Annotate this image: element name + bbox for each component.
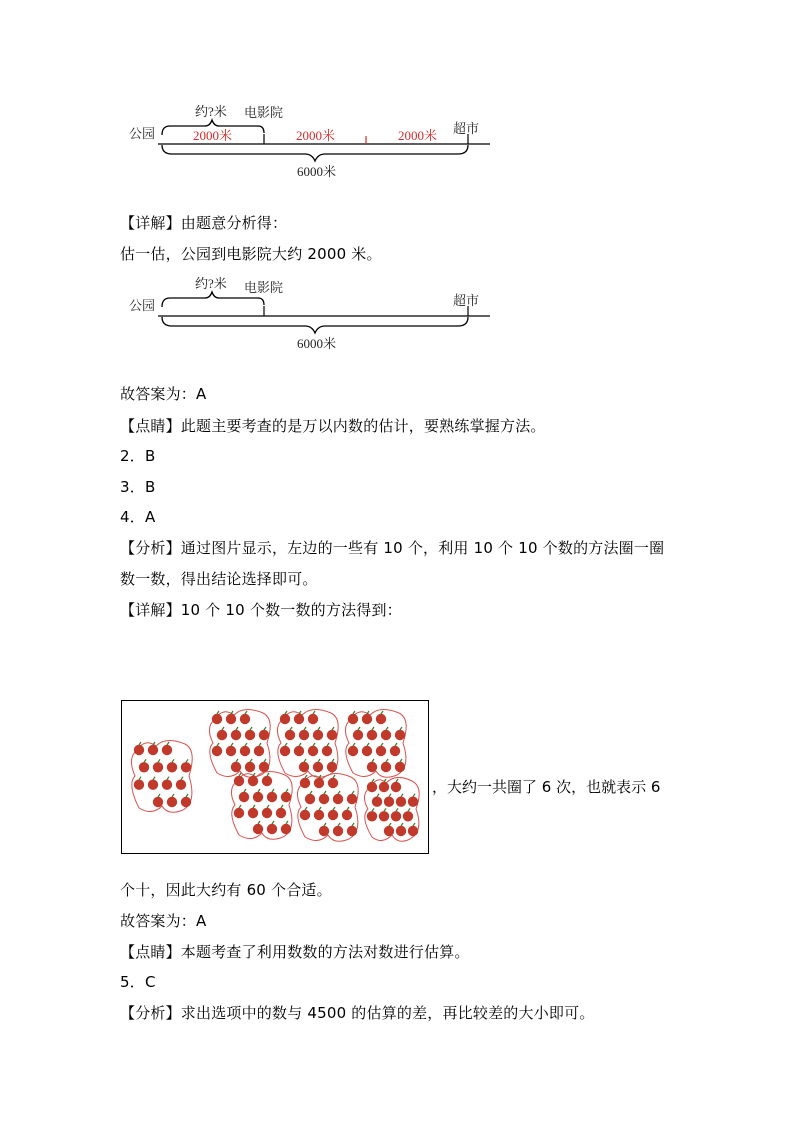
apple-stem <box>281 805 283 808</box>
apple-groups-illustration <box>122 701 428 853</box>
apple-icon <box>259 762 269 772</box>
apple-icon <box>248 776 258 786</box>
apple-icon <box>313 730 323 740</box>
apple-icon <box>239 792 249 802</box>
apple-icon <box>294 746 304 756</box>
text-line: 2．B <box>120 447 156 465</box>
text-line: 4．A <box>120 508 156 526</box>
apple-icon <box>308 746 318 756</box>
apple-icon <box>384 826 394 836</box>
apple-stem <box>338 823 340 826</box>
apple-icon <box>390 746 400 756</box>
apple-icon <box>395 762 405 772</box>
apple-icon <box>395 730 405 740</box>
apple-icon <box>280 714 290 724</box>
apple-icon <box>391 782 401 792</box>
apple-stem <box>239 773 241 776</box>
apple-icon <box>212 746 222 756</box>
apple-stem <box>304 727 306 730</box>
apple-icon <box>362 714 372 724</box>
apple-picture <box>121 700 429 854</box>
apple-stem <box>244 789 246 792</box>
apple-icon <box>367 811 377 821</box>
apple-icon <box>322 746 332 756</box>
apple-stem <box>333 775 335 778</box>
apple-stem <box>384 808 386 811</box>
apple-icon <box>262 776 272 786</box>
apple-stem <box>386 727 388 730</box>
distance-diagram-1 <box>0 100 800 180</box>
apple-stem <box>253 805 255 808</box>
apple-icon <box>162 745 172 755</box>
apple-icon <box>226 714 236 724</box>
apple-icon <box>314 810 324 820</box>
apple-stem <box>217 711 219 714</box>
apple-stem <box>259 743 261 746</box>
apple-stem <box>286 789 288 792</box>
apple-icon <box>167 762 177 772</box>
apple-icon <box>181 762 191 772</box>
text-line: 【详解】10 个 10 个数一数的方法得到： <box>120 601 402 619</box>
apple-stem <box>386 759 388 762</box>
apple-icon <box>379 811 389 821</box>
apple-icon <box>162 780 172 790</box>
apple-icon <box>285 730 295 740</box>
text-line: 【分析】通过图片显示，左边的一些有 10 个，利用 10 个 10 个数的方法圈一圈 <box>120 539 665 557</box>
apple-stem <box>139 777 141 780</box>
apple-icon <box>384 797 394 807</box>
apple-icon <box>328 810 338 820</box>
apple-stem <box>167 777 169 780</box>
apple-stem <box>381 743 383 746</box>
apple-stem <box>272 821 274 824</box>
apple-stem <box>372 759 374 762</box>
distance-diagram-2 <box>0 272 800 352</box>
apple-stem <box>372 779 374 782</box>
apple-icon <box>134 780 144 790</box>
apple-stem <box>258 821 260 824</box>
apple-icon <box>353 730 363 740</box>
apple-stem <box>318 727 320 730</box>
apple-stem <box>324 823 326 826</box>
bottom-brace <box>162 317 468 333</box>
apple-stem <box>396 808 398 811</box>
apple-stem <box>267 773 269 776</box>
apple-icon <box>381 730 391 740</box>
approx-distance-label: 约?米 <box>195 104 227 119</box>
apple-icon <box>253 824 263 834</box>
apple-icon <box>308 714 318 724</box>
apple-icon <box>234 776 244 786</box>
apple-stem <box>384 779 386 782</box>
apple-icon <box>281 792 291 802</box>
segment-1-label: 2000米 <box>193 128 233 143</box>
apple-stem <box>153 777 155 780</box>
text-line: 3．B <box>120 478 156 496</box>
apple-stem <box>377 794 379 797</box>
apple-icon <box>333 794 343 804</box>
apple-icon <box>231 762 241 772</box>
apple-stem <box>310 791 312 794</box>
apple-icon <box>376 746 386 756</box>
apple-icon <box>367 730 377 740</box>
apple-icon <box>167 797 177 807</box>
apple-icon <box>181 797 191 807</box>
apple-icon <box>396 826 406 836</box>
apple-icon <box>396 797 406 807</box>
apple-stem <box>338 791 340 794</box>
apple-icon <box>245 730 255 740</box>
apple-stem <box>139 742 141 745</box>
apple-icon <box>245 762 255 772</box>
cinema-label: 电影院 <box>244 280 284 295</box>
apple-stem <box>167 742 169 745</box>
text-line: 估一估，公园到电影院大约 2000 米。 <box>120 245 382 263</box>
apple-stem <box>324 791 326 794</box>
apple-icon <box>305 794 315 804</box>
apple-icon <box>348 746 358 756</box>
segment-2-label: 2000米 <box>296 128 336 143</box>
apple-icon <box>254 746 264 756</box>
apple-icon <box>281 824 291 834</box>
apple-icon <box>362 746 372 756</box>
apple-icon <box>240 714 250 724</box>
apple-stem <box>318 759 320 762</box>
apple-stem <box>401 794 403 797</box>
apple-icon <box>342 810 352 820</box>
apple-stem <box>158 794 160 797</box>
apple-stem <box>285 743 287 746</box>
text-line: 故答案为：A <box>120 912 207 930</box>
segment-3-label: 2000米 <box>398 128 438 143</box>
apple-stem <box>245 743 247 746</box>
apple-stem <box>290 727 292 730</box>
apple-stem <box>352 791 354 794</box>
apple-stem <box>367 743 369 746</box>
apple-stem <box>186 759 188 762</box>
apple-stem <box>181 777 183 780</box>
apple-icon <box>300 810 310 820</box>
apple-icon <box>403 811 413 821</box>
apple-icon <box>408 826 418 836</box>
apple-icon <box>327 730 337 740</box>
apple-icon <box>134 745 144 755</box>
apple-stem <box>358 727 360 730</box>
text-line: 个十，因此大约有 60 个合适。 <box>120 881 332 899</box>
apple-icon <box>240 746 250 756</box>
apple-icon <box>212 714 222 724</box>
apple-stem <box>186 794 188 797</box>
apple-icon <box>367 762 377 772</box>
apple-icon <box>408 797 418 807</box>
apple-stem <box>353 711 355 714</box>
text-line: 故答案为：A <box>120 385 207 403</box>
apple-icon <box>259 730 269 740</box>
apple-icon <box>314 778 324 788</box>
total-distance-label: 6000米 <box>297 336 337 351</box>
apple-stem <box>239 805 241 808</box>
apple-stem <box>396 779 398 782</box>
apple-icon <box>231 730 241 740</box>
apple-stem <box>327 743 329 746</box>
apple-icon <box>234 808 244 818</box>
apple-stem <box>372 727 374 730</box>
approx-distance-label: 约?米 <box>195 276 227 291</box>
text-line: 【详解】由题意分析得： <box>120 214 288 232</box>
apple-stem <box>347 807 349 810</box>
apple-icon <box>391 811 401 821</box>
apple-stem <box>332 759 334 762</box>
text-line: 【点睛】本题考查了利用数数的方法对数进行估算。 <box>120 943 470 961</box>
apple-icon <box>267 792 277 802</box>
apple-icon <box>313 762 323 772</box>
apple-stem <box>286 821 288 824</box>
apple-stem <box>413 794 415 797</box>
apple-icon <box>153 762 163 772</box>
apple-icon <box>253 792 263 802</box>
apple-stem <box>172 759 174 762</box>
apple-stem <box>313 711 315 714</box>
text-line: 【点睛】此题主要考查的是万以内数的估计，要熟练掌握方法。 <box>120 417 546 435</box>
apple-stem <box>332 727 334 730</box>
apple-stem <box>158 759 160 762</box>
apple-stem <box>304 759 306 762</box>
text-line: 5．C <box>120 973 156 991</box>
apple-stem <box>245 711 247 714</box>
apple-stem <box>313 743 315 746</box>
bottom-brace <box>162 145 468 161</box>
apple-stem <box>401 823 403 826</box>
text-line: 数一数，得出结论选择即可。 <box>120 570 318 588</box>
apple-icon <box>153 797 163 807</box>
apple-icon <box>379 782 389 792</box>
apple-icon <box>262 808 272 818</box>
apple-icon <box>280 746 290 756</box>
apple-stem <box>352 823 354 826</box>
market-label: 超市 <box>453 121 480 136</box>
apple-icon <box>328 778 338 788</box>
apple-stem <box>267 805 269 808</box>
apple-stem <box>258 789 260 792</box>
apple-stem <box>389 823 391 826</box>
apple-stem <box>231 743 233 746</box>
apple-icon <box>348 714 358 724</box>
apple-stem <box>305 807 307 810</box>
apple-stem <box>250 759 252 762</box>
apple-stem <box>236 759 238 762</box>
apple-icon <box>139 762 149 772</box>
apple-icon <box>333 826 343 836</box>
park-label: 公园 <box>129 298 156 313</box>
park-label: 公园 <box>129 126 156 141</box>
apple-stem <box>319 807 321 810</box>
apple-icon <box>148 780 158 790</box>
apple-icon <box>327 762 337 772</box>
apple-icon <box>294 714 304 724</box>
apple-icon <box>376 714 386 724</box>
apple-icon <box>367 782 377 792</box>
apple-stem <box>144 759 146 762</box>
text-line: 【分析】求出选项中的数与 4500 的估算的差，再比较差的大小即可。 <box>120 1004 595 1022</box>
apple-stem <box>236 727 238 730</box>
apple-stem <box>372 808 374 811</box>
apple-stem <box>333 807 335 810</box>
apple-stem <box>353 743 355 746</box>
apple-icon <box>299 762 309 772</box>
apple-stem <box>172 794 174 797</box>
apple-stem <box>381 711 383 714</box>
text-line: ，大约一共圈了 6 次，也就表示 6 <box>432 778 661 796</box>
apple-icon <box>319 794 329 804</box>
apple-stem <box>272 789 274 792</box>
apple-icon <box>148 745 158 755</box>
apple-stem <box>264 727 266 730</box>
market-label: 超市 <box>453 293 480 308</box>
apple-stem <box>400 727 402 730</box>
apple-icon <box>319 826 329 836</box>
apple-icon <box>299 730 309 740</box>
apple-stem <box>217 743 219 746</box>
apple-icon <box>248 808 258 818</box>
apple-stem <box>250 727 252 730</box>
apple-icon <box>372 797 382 807</box>
apple-stem <box>389 794 391 797</box>
apple-stem <box>222 727 224 730</box>
apple-stem <box>408 808 410 811</box>
apple-icon <box>276 808 286 818</box>
apple-stem <box>395 743 397 746</box>
apple-icon <box>381 762 391 772</box>
apple-stem <box>305 775 307 778</box>
apple-icon <box>176 780 186 790</box>
apple-stem <box>400 759 402 762</box>
apple-icon <box>347 794 357 804</box>
cinema-label: 电影院 <box>244 105 284 120</box>
apple-stem <box>299 743 301 746</box>
total-distance-label: 6000米 <box>297 164 337 179</box>
apple-icon <box>226 746 236 756</box>
apple-stem <box>413 823 415 826</box>
apple-icon <box>267 824 277 834</box>
apple-icon <box>347 826 357 836</box>
apple-stem <box>264 759 266 762</box>
apple-icon <box>217 730 227 740</box>
apple-stem <box>285 711 287 714</box>
apple-icon <box>300 778 310 788</box>
